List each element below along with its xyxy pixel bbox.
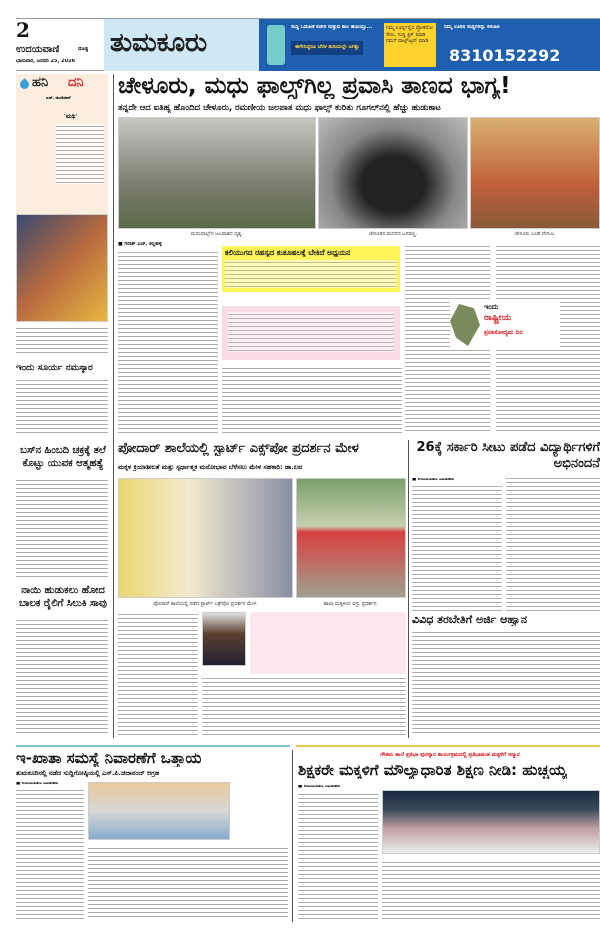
hani-dani-column <box>16 74 108 214</box>
edition-title: ತುಮಕೂರು <box>110 28 208 58</box>
headline: ವಿವಿಧ ತರಬೇತಿಗೆ ಅರ್ಜಿ ಆಹ್ವಾನ <box>412 614 527 626</box>
press-meet-photo <box>88 782 230 840</box>
caption: ಮಧುಫಾಲ್ಸ್‌ನ ಜಲಪಾತದ ದೃಶ್ಯ. <box>190 231 244 237</box>
ad-text: ಈಗೇನಿದ್ದರೂ ಬೆರಳ ತುದಿಯಲ್ಲೇ ಜಗತ್ತು <box>291 41 363 55</box>
column-title: ದನಿ <box>68 76 84 90</box>
caption: ಪೋದಾರ್ ಶಾಲೆಯಲ್ಲಿ ನಡೆದ ಸ್ಟಾರ್ಟ್ ಎಕ್ಸ್‌ಪೋ ಪ್ರದರ್ಶನ ಮೇಳ. <box>153 601 258 607</box>
teachers-headline: ಶಿಕ್ಷಕರೇ ಮಕ್ಕಳಿಗೆ ಮೌಲ್ಯಾಧಾರಿತ ಶಿಕ್ಷಣ ನೀಡಿ: ಹುಚ್ಚಯ್ಯ <box>298 762 568 779</box>
headline: ನಾಯಿ ಹುಡುಕಲು ಹೋದ ಬಾಲಕ ರೈಲಿಗೆ ಸಿಲುಕಿ ಸಾವು <box>19 585 107 609</box>
badge-text: ರಾಷ್ಟ್ರೀಯ <box>484 314 512 323</box>
student-photo <box>202 612 246 666</box>
date: ಭಾನುವಾರ, ಜನವರಿ 25, 2026 <box>16 59 76 64</box>
poddar-subhead: ಮಕ್ಕಳ ಕ್ರಿಯಾಶೀಲತೆ ಮತ್ತು ಸ್ಪರ್ಧಾತ್ಮಕ ಮನೋಭಾವ ಬೆಳೆಸಲು ಮೇಳ ಸಹಕಾರಿ: ಡಾ.ಲವ <box>118 464 303 471</box>
felicitation-photo <box>382 790 600 854</box>
goddess-photo <box>16 214 108 322</box>
edition-tag: ದೊಡ್ಡ <box>78 47 89 52</box>
box-title: ಕಲಿಯುಗದ ರಹಸ್ಯದ ಕುತೂಹಲಕ್ಕೆ ಬೇಕಿದೆ ಅಧ್ಯಯನ <box>225 249 351 257</box>
lead-headline: ಚೇಳೂರು, ಮಧು ಫಾಲ್ಸ್‌ಗಿಲ್ಲ ಪ್ರವಾಸಿ ತಾಣದ ಭಾಗ್ಯ! <box>118 74 511 99</box>
dateline: ■ ಉದಯವಾಣಿ ಸಮಾಚಾರ <box>412 478 455 482</box>
lead-subhead: ತನ್ನದೇ ಆದ ಐತಿಹ್ಯ ಹೊಂದಿದ ಚೇಳೂರು, ರಮಣೀಯ ಜಲಪಾತ ಮಧು ಫಾಲ್ಸ್ ಕುರಿತು ಗೂಗಲ್‌ನಲ್ಲಿ ಹೆಚ್ಚು ಹುಡುಕಾಟ <box>118 104 441 113</box>
nandi-photo <box>318 117 468 229</box>
page-number: 2 <box>16 19 30 41</box>
poem-title: 'ಮಥಿ' <box>64 114 78 120</box>
poddar-headline: ಪೋದಾರ್ ಶಾಲೆಯಲ್ಲಿ ಸ್ಟಾರ್ಟ್ ಎಕ್ಸ್‌ಪೋ ಪ್ರದರ್ಶನ ಮೇಳ <box>118 442 359 456</box>
caption: ಶಾಲಾ ಮಕ್ಕಳಿಂದ ವಸ್ತು ಪ್ರದರ್ಶನ. <box>323 601 379 607</box>
headline: ಇಂದು ಸೂರ್ಯ ನಮಸ್ಕಾರ <box>16 364 93 373</box>
headline: 26ಕ್ಕೆ ಸರ್ಕಾರಿ ಸೀಟು ಪಡೆದ ವಿದ್ಯಾರ್ಥಿಗಳಿಗೆ ಅಭಿನಂದನೆ <box>416 440 600 472</box>
paper-logo: ಉದಯವಾಣಿ <box>16 44 60 55</box>
ekhata-subhead: ತುಮಕೂರಿನಲ್ಲಿ ನಡೆದ ಸುದ್ದಿಗೋಷ್ಠಿಯಲ್ಲಿ ಎಸ್.ಪಿ.ಚಿದಾನಂದ್ ಆಗ್ರಹ <box>16 770 160 777</box>
expo-photo-2 <box>296 478 406 598</box>
pink-quote-box <box>250 612 406 674</box>
tourism-day-badge <box>450 300 560 350</box>
dateline: ■ ಉದಯವಾಣಿ ಸಮಾಚಾರ <box>298 785 341 789</box>
drop-icon <box>18 78 31 91</box>
page-header <box>16 18 600 71</box>
whatsapp-ad <box>259 19 600 71</box>
byline: ■ ಗಿರೀಶ್ ಎಚ್. ಕಲ್ಲಿಹಳ್ಳಿ <box>118 242 162 247</box>
ad-text: ಸುದ್ದಿ ಓದೋಕೆ ಕಚೇರಿ ಸುತ್ತುವ ಕಾಲ ಹೋಯ್ತು... <box>291 25 373 30</box>
badge-text: ಪ್ರವಾಸೋದ್ಯಮ ದಿನ <box>484 330 523 336</box>
map-icon <box>450 304 480 346</box>
ad-phone: 8310152292 <box>449 47 561 65</box>
badge-text: ಇಂದು <box>484 304 499 311</box>
headline: ಬಸ್‌ನ ಹಿಂಬದಿ ಚಕ್ರಕ್ಕೆ ತಲೆ ಕೊಟ್ಟು ಯುವಕ ಆತ್ಮಹತ್ಯೆ <box>20 445 106 469</box>
falls-photo <box>118 117 316 229</box>
ekhata-headline: ಇ-ಖಾತಾ ಸಮಸ್ಯೆ ನಿವಾರಣೆಗೆ ಒತ್ತಾಯ <box>16 750 202 767</box>
expo-photo-1 <box>118 478 293 598</box>
yellow-box <box>222 246 400 292</box>
temple-photo <box>470 117 600 229</box>
author: ಎಚ್. ಡುಂಡಿರಾಜ್ <box>46 96 72 100</box>
masthead <box>104 19 259 71</box>
dateline: ■ ಉದಯವಾಣಿ ಸಮಾಚಾರ <box>16 782 59 786</box>
ad-text: ನಿಮ್ಮ ಊರಿನ ಸುದ್ದಿಗಳನ್ನು ಕಳುಹಿಸಿ <box>444 25 500 30</box>
kicker: ಗೌತಮ ಶಾಲೆ ಪ್ರತಿಭಾ ಪುರಸ್ಕಾರ ಕಾರ್ಯಕ್ರಮದಲ್ಲಿ ಪ್ರತಿಭಾವಂತ ಮಕ್ಕಳಿಗೆ ಸನ್ಮಾನ <box>380 752 520 758</box>
caption: ಚೇಳೂರಿನ ಮದಗದ ಬಸವಣ್ಣ. <box>368 231 418 237</box>
pink-box <box>222 306 400 360</box>
phone-icon <box>267 25 285 65</box>
caption: ಚೇಳೂರು ಬಂಡೆ ದೇಗುಲ. <box>514 231 556 237</box>
ad-yellow-box: ನಿಮ್ಮ ಊರ್ನ್ನಲ್ಲಿನ ಪ್ರೋಕರೋ ಸೇರು, ಸುದ್ದಿ ಕ್ಲಿಕ್ ಮಾಡಿ ನಮಗೆ ವಾಟ್ಸ್ಆ್ಯಪ್ ಮಾಡಿ <box>384 23 436 67</box>
column-title: ಹನಿ <box>32 76 49 90</box>
